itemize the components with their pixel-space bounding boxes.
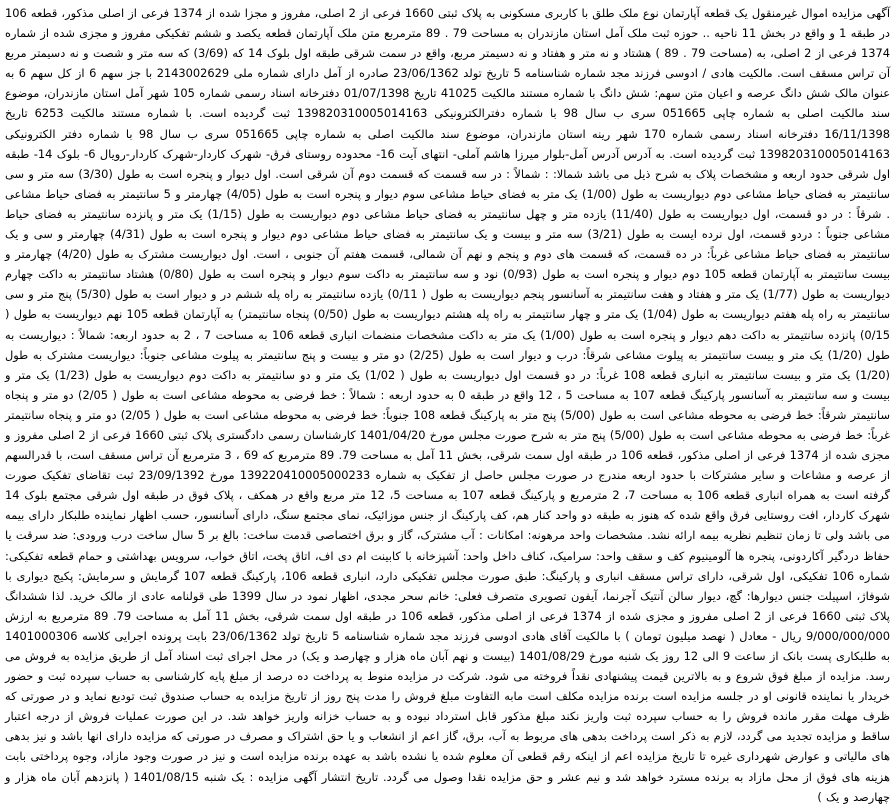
auction-notice-text: آگهی مزایده اموال غیرمنقول یک قطعه آپارتمان نوع ملک طلق با کاربری مسکونی به پلاک ثبتی 1660 فرعی از 2 اصلی، مفروز و مجزا شده از 1374 فرعی از اصلی مذکور، قطعه 106 در طبقه 1 و واقع در بخش 11 ناحیه .. حوزه ثبت ملک آمل استان مازندران به مساحت 79 . 89 مترمربع متن ملک آپارتمان قطعه یکصد و ششم تفکیکی مفروز و مجزی شده از شماره 1374 فرعی از 2 اصلی، به (مساحت 79 . 89 ) هشتاد و نه متر و هفتاد و نه دسیمتر مربع، واقع در سمت شرقی طبقه اول بلوک 14 که (3/69) که سه متر و شصت و نه دسیمتر مربع آن تراس مسقف است. مالکیت هادی / ادوسی فرزند مجد شماره شناسنامه 5 تاریخ تولد 23/06/1362 صادره از آمل دارای شماره ملی 2143002629 با جز سهم 6 از کل سهم 6 به عنوان مالک شش دانگ عرصه و اعیان متن سهم: شش دانگ با شماره مستند مالکیت 41025 تاریخ 01/07/1398 دفترخانه اسناد رسمی شماره 105 شهر آمل استان مازندران، موضوع سند مالکیت اصلی به شماره چاپی 051665 سری ب سال 98 با شماره دفترالکترونیکی 139820310005014163 ثبت گردیده است. با شماره مستند مالکیت 6253 تاریخ 16/11/1398 دفترخانه اسناد رسمی شماره 170 شهر رینه استان مازندران، موضوع سند مالکیت اصلی به شماره چاپی 051665 سری ب سال 98 با شماره دفتر الکترونیکی 139820310005014163 ثبت گردیده است. به آدرس آدرس آمل-بلوار میرزا هاشم آملی- انتهای آیت 16- محدوده روستای فرق- شهرک کاردار-شهرک کاردار-رویال 6- بلوک 14- طبقه اول شرقی حدود اربعه و مشخصات پلاک به شرح ذیل می باشد شمالا: : شمالاً : در سه قسمت که قسمت دوم آن شرقی است. اول دیوار و پنجره است به طول (3/30) سه متر و سی سانتیمتر به فضای حیاط مشاعی دوم دیواریست به طول (1/00) یک متر به فضای حیاط مشاعی سوم دیوار و پنجره است به طول (4/05) چهارمتر و 5 سانتیمتر به فضای حیاط مشاعی . شرقاً : در دو قسمت، اول دیواریست به طول (11/40) یازده متر و چهل سانتیمتر به فضای حیاط مشاعی دوم دیواریست به طول (1/15) یک متر و پانزده سانتیمتر به فضای حیاط مشاعی جنوباً : دردو قسمت، اول نرده ایست به طول (3/21) سه متر و بیست و یک سانتیمتر به فضای حیاط مشاعی دوم دیوار و پنجره است به طول (4/31) چهارمتر و سی و یک سانتیمتر به فضای حیاط مشاعی غرباً: در ده قسمت، که قسمت های دوم و پنجم و نهم آن شمالی، قسمت هفتم آن جنوبی ، است. اول دیواریست مشترک به طول (4/20) چهارمتر و بیست سانتیمتر به آپارتمان قطعه 105 دوم دیوار و پنجره است به طول (0/93) نود و سه سانتیمتر به داکت سوم دیوار و پنجره است به طول (0/80) هشتاد سانتیمتر به داکت چهارم دیواریست به طول (1/77) یک متر و هفتاد و هفت سانتیمتر به آسانسور پنجم دیواریست به طول ( 0/11) یازده سانتیمتر به راه پله ششم در و دیوار است به طول (5/30) پنج متر و سی سانتیمتر به راه پله هفتم دیواریست به طول (1/04) یک متر و چهار سانتیمتر به راه پله هشتم دیواریست به طول (0/50) پنجاه سانتیمتر) به آپارتمان قطعه 105 نهم دیواریست به طول ( 0/15) پانزده سانتیمتر به داکت دهم دیوار و پنجره است به طول (1/00) یک متر به داکت مشخصات منضمات انباری قطعه 106 به مساحت 7 ، 2 به حدود اربعه: شمالاً : دیواریست به طول (1/20) یک متر و بیست سانتیمتر به پیلوت مشاعی شرقاً: درب و دیوار است به طول (2/25) دو متر و بیست و پنج سانتیمتر به پیلوت مشاعی جنوباً: دیواریست مشترک به طول (1/20) یک متر و بیست سانتیمتر به انباری قطعه 108 غرباً: در دو قسمت اول دیواریست به طول ( 1/02) یک متر و دو سانتیمتر به داکت دوم دیواریست به طول (1/23) یک متر و بیست و سه سانتیمتر به آسانسور پارکینگ قطعه 107 به مساحت 5 ، 12 واقع در طبقه 0 به حدود اربعه : شمالاً : خط فرضی به محوطه مشاعی است به طول ( 2/05) دو متر و پنجاه سانتیمتر شرقاً: خط فرضی به محوطه مشاعی است به طول (5/00) پنج متر به پارکینگ قطعه 108 جنوباً: خط فرضی به محوطه مشاعی است به طول ( 2/05) دو متر و پنجاه سانتیمتر غرباً: خط فرضی به محوطه مشاعی است به طول (5/00) پنج متر به شرح صورت مجلس مورخ 1401/04/20 کارشناسان رسمی دادگستری پلاک ثبتی 1660 فرعی از 2 اصلی مفروز و مجزی شده از 1374 فرعی از اصلی مذکور، قطعه 106 در طبقه اول سمت شرقی، بخش 11 آمل به مساحت 79. 89 مترمربع که 69 ، 3 مترمربع آن تراس مسقف است، با قدرالسهم از عرصه و مشاعات و سایر مشترکات با حدود اربعه مندرج در صورت مجلس حاصل از تفکیک به شماره 139220410005000233 مورخ 23/09/1392 ثبت تقاضای تفکیک صورت گرفته است به همراه انباری قطعه 106 به مساحت 7، 2 مترمربع و پارکینگ قطعه 107 به مساحت 5، 12 متر مربع واقع در همکف ، پلاک فوق در طبقه اول شرقی مجتمع بلوک 14 شهرک کاردار، افت روستایی فرق واقع شده که هنوز به طبقه دو واحد کنار هم، کف پارکینگ از جنس موزائیک، نمای مجتمع سنگ، دارای آسانسور، حسب اظهار نماینده طلبکار دارای بیمه می باشد ولی تا زمان تنظیم نظریه بیمه ارائه نشد. مشخصات واحد مرهونه: امکانات : آب مشترک، گاز و برق اختصاصی قدمت ساخت: بالغ بر 5 سال ساخت درب ورودی: ضد سرقت یا حفاظ دردگیر آکاردونی، پنجره ها آلومینیوم کف و سقف واحد: سرامیک، کناف داخل واحد: آشپزخانه با کابینت ام دی اف، اتاق پخت، اتاق خواب، سرویس بهداشتی و حمام قطعه تفکیکی: شماره 106 تفکیکی، اول شرقی، دارای تراس مسقف انباری و پارکینگ: طبق صورت مجلس تفکیکی دارد، انباری قطعه 106، پارکینگ قطعه 107 گرمایش و سرمایش: پکیج دیواری با شوفاژ، اسپیلت جنس دیوارها: گچ، دیوار سالن آنتیک آجرنما، آیفون تصویری متصرف فعلی: خانم سحر مجدی، اظهار نمود در سال 1399 طی قولنامه عادی از مالک خرید. لذا ششدانگ پلاک ثبتی 1660 فرعی از 2 اصلی مفروز و مجزی شده از 1374 فرعی از اصلی مذکور، قطعه 106 در طبقه اول سمت شرقی، بخش 11 آمل به مساحت 79. 89 مترمربع به ارزش 9/000/000/000 ریال - معادل ( نهصد میلیون تومان ) با مالکیت آقای هادی ادوسی فرزند مجد شماره شناسنامه 5 تاریخ تولد 23/06/1362 بابت پرونده اجرایی کلاسه 1401000306 به طلبکاری پست بانک از ساعت 9 الی 12 روز یک شنبه مورخ 1401/08/29 (بیست و نهم آبان ماه هزار و چهارصد و یک) در محل اجرای ثبت اسناد آمل از طریق مزایده به فروش می رسد. مزایده از مبلغ فوق شروع و به بالاترین قیمت پیشنهادی نقداً فروخته می شود. شرکت در مزایده منوط به پرداخت ده درصد از مبلغ پایه کارشناسی به حساب سپرده ثبت و حضور خریدار یا نماینده قانونی او در جلسه مزایده است برنده مزایده مکلف است مابه التفاوت مبلغ فروش را مدت پنج روز از تاریخ مزایده به حساب صندوق ثبت تودیع نماید و در صورتی که ظرف مهلت مقرر مانده فروش را به حساب سپرده ثبت واریز نکند مبلغ مذکور قابل استرداد نبوده و به حساب خزانه واریز خواهد شد. در این صورت عملیات فروش از درجه اعتبار ساقط و مزایده تجدید می گردد، لازم به ذکر است پرداخت بدهی های مربوط به آب، برق، گاز اعم از انشعاب و یا حق اشتراک و مصرف در صورتی که مزایده دارای انها باشد و نیز بدهی های مالیاتی و عوارض شهرداری غیره تا تاریخ مزایده اعم از اینکه رقم قطعی آن معلوم شده یا نشده باشد به عهده برنده مزایده است و نیز در صورت وجود مازاد، وجوه پرداختی بابت هزینه های فوق از محل مازاد به برنده مسترد خواهد شد و نیم عشر و حق مزایده نقدا وصول می گردد. تاریخ انتشار آگهی مزایده : یک شنبه 1401/08/15 ( پانزدهم آبان ماه هزار و چهارصد و یک ) [5, 6, 891, 804]
